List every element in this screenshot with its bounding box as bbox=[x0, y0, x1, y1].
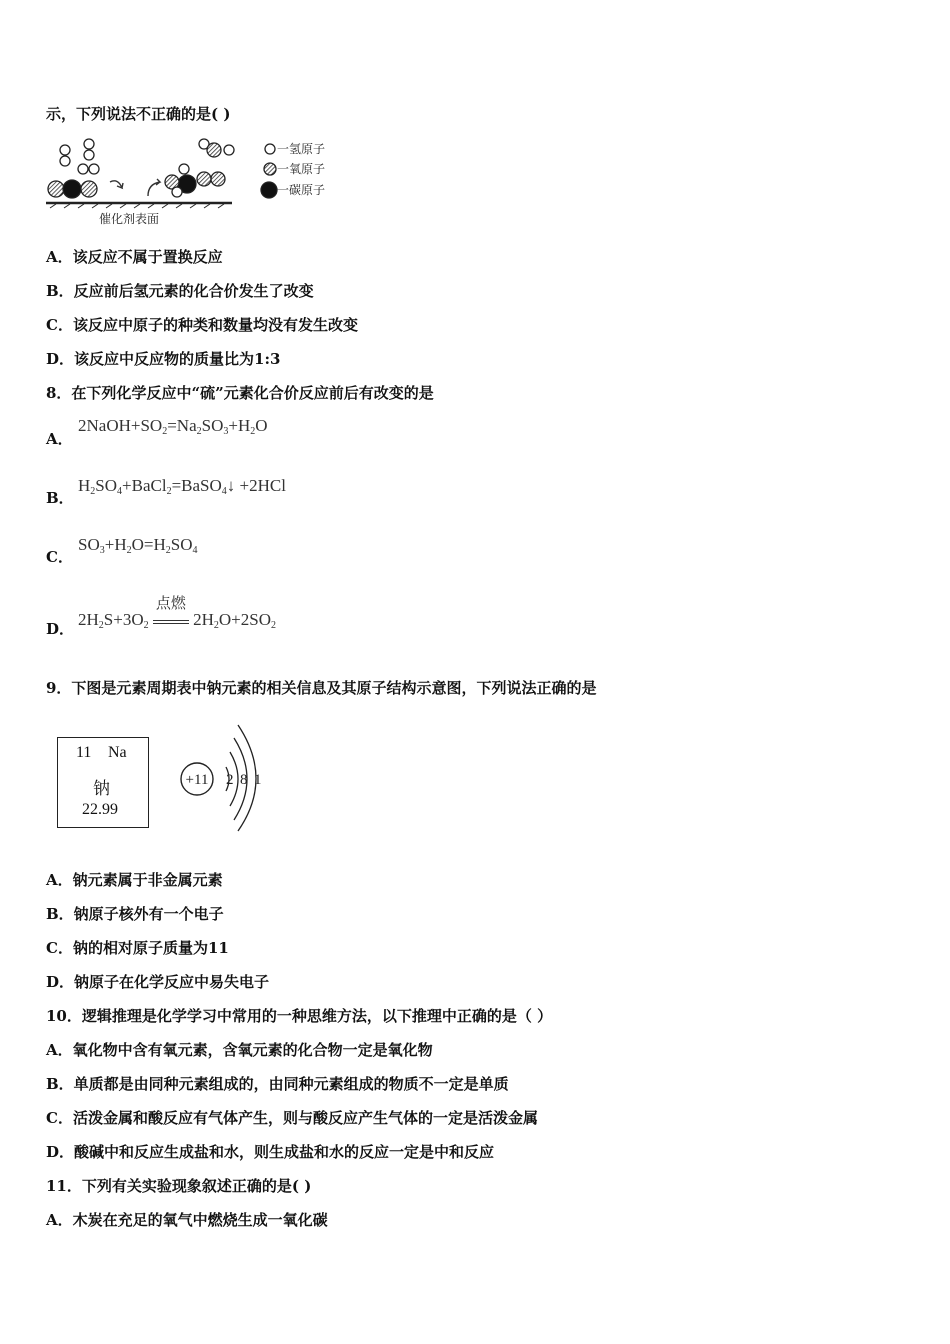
q9-stem: 9．下图是元素周期表中钠元素的相关信息及其原子结构示意图，下列说法正确的是 bbox=[46, 679, 597, 697]
q7-option-b: B．反应前后氢元素的化合价发生了改变 bbox=[46, 282, 314, 300]
legend bbox=[261, 142, 325, 198]
nucleus-charge: +11 bbox=[185, 772, 209, 788]
atomic-structure-diagram bbox=[178, 722, 273, 832]
q9-option-c: C．钠的相对原子质量为11 bbox=[46, 939, 229, 957]
q9-option-a: A．钠元素属于非金属元素 bbox=[46, 871, 223, 889]
q7-option-c: C．该反应中原子的种类和数量均没有发生改变 bbox=[46, 316, 358, 334]
shell-3-electrons: 1 bbox=[254, 772, 262, 788]
q8-label-d: D． bbox=[46, 620, 75, 638]
catalyst-surface bbox=[46, 203, 232, 208]
q7-stem: 示，下列说法不正确的是( ) bbox=[46, 105, 231, 123]
oxygen-atom-icon bbox=[264, 163, 276, 175]
q10-option-a: A．氧化物中含有氧元素，含氧元素的化合物一定是氧化物 bbox=[46, 1041, 433, 1059]
hydrogen-atom-icon bbox=[265, 144, 275, 154]
element-symbol: Na bbox=[108, 744, 127, 761]
carbon-atom-icon bbox=[261, 182, 277, 198]
q11-option-a: A．木炭在充足的氧气中燃烧生成一氧化碳 bbox=[46, 1211, 328, 1229]
atomic-number: 11 bbox=[76, 744, 92, 761]
hydrogen-molecule-icon bbox=[60, 139, 99, 174]
q10-option-b: B．单质都是由同种元素组成的，由同种元素组成的物质不一定是单质 bbox=[46, 1075, 509, 1093]
q10-option-c: C．活泼金属和酸反应有气体产生，则与酸反应产生气体的一定是活泼金属 bbox=[46, 1109, 538, 1127]
catalyst-reaction-diagram bbox=[44, 134, 344, 229]
q7-option-a: A．该反应不属于置换反应 bbox=[46, 248, 223, 266]
legend-carbon: 一碳原子 bbox=[277, 183, 326, 197]
atomic-mass: 22.99 bbox=[82, 801, 118, 818]
reaction-condition: 点燃 bbox=[153, 614, 189, 630]
q11-stem: 11．下列有关实验现象叙述正确的是( ) bbox=[46, 1177, 312, 1195]
shell-1-electrons: 2 bbox=[226, 772, 234, 788]
q8-label-c: C． bbox=[46, 548, 73, 566]
q8-label-a: A． bbox=[46, 430, 73, 448]
q8-equation-a: $2NaOH+SO_2=Na_2SO_3+H_2O$ bbox=[78, 416, 268, 437]
product-molecule-icon bbox=[165, 139, 234, 197]
q10-option-d: D．酸碱中和反应生成盐和水，则生成盐和水的反应一定是中和反应 bbox=[46, 1143, 495, 1161]
reaction-arrow-icon bbox=[110, 179, 160, 196]
carbon-dioxide-molecule-icon bbox=[48, 180, 97, 198]
shell-2-electrons: 8 bbox=[240, 772, 248, 788]
surface-label: 催化剂表面 bbox=[99, 212, 160, 226]
element-name: 钠 bbox=[93, 779, 110, 799]
q9-option-d: D．钠原子在化学反应中易失电子 bbox=[46, 973, 270, 991]
q10-stem: 10．逻辑推理是化学学习中常用的一种思维方法，以下推理中正确的是（ ） bbox=[46, 1007, 553, 1025]
q7-option-d: D．该反应中反应物的质量比为1:3 bbox=[46, 350, 281, 368]
q8-equation-c: $SO_3+H_2O=H_2SO_4$ bbox=[78, 535, 198, 556]
q9-option-b: B．钠原子核外有一个电子 bbox=[46, 905, 224, 923]
q8-label-b: B． bbox=[46, 489, 74, 507]
legend-hydrogen: 一氢原子 bbox=[277, 142, 326, 156]
q8-equation-d: $2H_2S+3O_2$ 点燃 $2H_2O+2SO_2$ bbox=[78, 596, 276, 631]
q8-equation-b: $H_2SO_4+BaCl_2=BaSO_4↓ +2HCl$ bbox=[78, 476, 286, 497]
q8-stem: 8．在下列化学反应中“硫”元素化合价反应前后有改变的是 bbox=[46, 384, 434, 402]
legend-oxygen: 一氧原子 bbox=[277, 162, 326, 176]
periodic-table-cell bbox=[57, 737, 149, 828]
